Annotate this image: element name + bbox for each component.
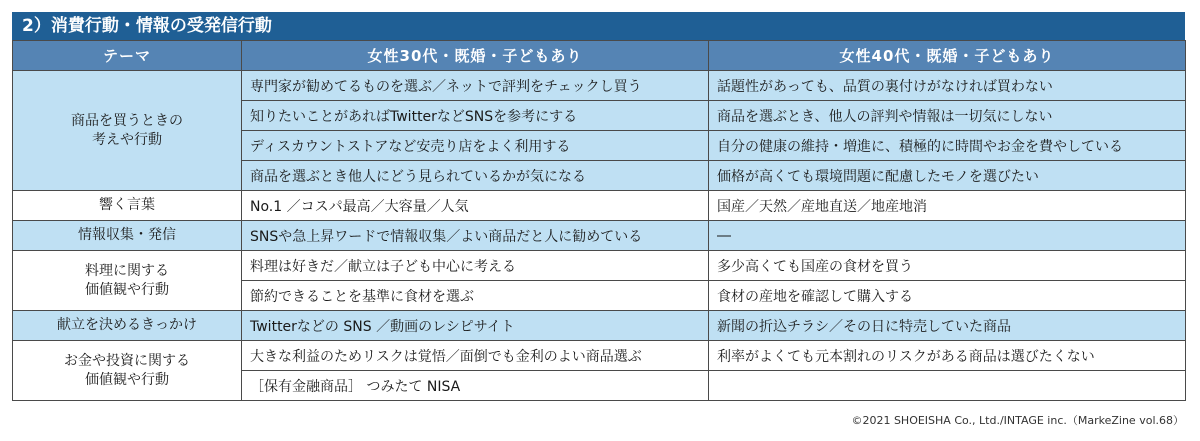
theme-cell — [13, 311, 242, 341]
theme-cell — [13, 191, 242, 221]
theme-label: お金や投資に関する — [64, 352, 190, 369]
women-30s-cell: SNSや急上昇ワードで情報収集／よい商品だと人に勧めている — [242, 221, 709, 251]
women-40s-cell: 食材の産地を確認して購入する — [709, 281, 1186, 311]
header-theme: テーマ — [13, 41, 242, 71]
table-row — [13, 251, 1186, 281]
women-30s-cell: 節約できることを基準に食材を選ぶ — [242, 281, 709, 311]
women-40s-cell: 新聞の折込チラシ／その日に特売していた商品 — [709, 311, 1186, 341]
women-30s-cell: 知りたいことがあればTwitterなどSNSを参考にする — [242, 101, 709, 131]
women-40s-cell: 多少高くても国産の食材を買う — [709, 251, 1186, 281]
women-40s-cell: 利率がよくても元本割れのリスクがある商品は選びたくない — [709, 341, 1186, 371]
women-30s-cell: ディスカウントストアなど安売り店をよく利用する — [242, 131, 709, 161]
theme-label: 商品を買うときの — [71, 112, 183, 129]
table-row — [13, 191, 1186, 221]
women-40s-cell: 商品を選ぶとき、他人の評判や情報は一切気にしない — [709, 101, 1186, 131]
copyright-footer: ©2021 SHOEISHA Co., Ltd./INTAGE inc.（MarkeZine vol.68） — [851, 414, 1184, 427]
women-30s-cell: Twitterなどの SNS ／動画のレシピサイト — [242, 311, 709, 341]
women-30s-cell: 大きな利益のためリスクは覚悟／面倒でも金利のよい商品選ぶ — [242, 341, 709, 371]
women-30s-cell: 料理は好きだ／献立は子ども中心に考える — [242, 251, 709, 281]
theme-label: 響く言葉 — [99, 197, 155, 213]
theme-label: 情報収集・発信 — [78, 227, 176, 243]
table-row — [13, 341, 1186, 371]
women-30s-cell: ［保有金融商品］ つみたて NISA — [242, 371, 709, 401]
header-women-30s: 女性30代・既婚・子どもあり — [242, 41, 709, 71]
table-row — [13, 221, 1186, 251]
table-row — [13, 71, 1186, 101]
theme-cell — [13, 341, 242, 401]
theme-label: 価値観や行動 — [85, 371, 169, 388]
theme-cell — [13, 71, 242, 191]
women-40s-cell: 自分の健康の維持・増進に、積極的に時間やお金を費やしている — [709, 131, 1186, 161]
table-body — [13, 71, 1186, 401]
comparison-table — [12, 40, 1186, 401]
theme-label: 価値観や行動 — [85, 281, 169, 298]
theme-cell — [13, 251, 242, 311]
women-30s-cell: No.1 ／コスパ最高／大容量／人気 — [242, 191, 709, 221]
women-40s-cell: ― — [709, 221, 1186, 251]
theme-label: 献立を決めるきっかけ — [57, 317, 197, 333]
section-title: 2）消費行動・情報の受発信行動 — [12, 12, 1185, 40]
header-row — [13, 41, 1186, 71]
table-row — [13, 311, 1186, 341]
women-30s-cell: 専門家が勧めてるものを選ぶ／ネットで評判をチェックし買う — [242, 71, 709, 101]
theme-label: 料理に関する — [85, 262, 169, 279]
women-30s-cell: 商品を選ぶとき他人にどう見られているかが気になる — [242, 161, 709, 191]
theme-label: 考えや行動 — [92, 131, 162, 148]
women-40s-cell: 国産／天然／産地直送／地産地消 — [709, 191, 1186, 221]
women-40s-cell: 話題性があっても、品質の裏付けがなければ買わない — [709, 71, 1186, 101]
theme-cell — [13, 221, 242, 251]
women-40s-cell: 価格が高くても環境問題に配慮したモノを選びたい — [709, 161, 1186, 191]
header-women-40s: 女性40代・既婚・子どもあり — [709, 41, 1186, 71]
women-40s-cell — [709, 371, 1186, 401]
